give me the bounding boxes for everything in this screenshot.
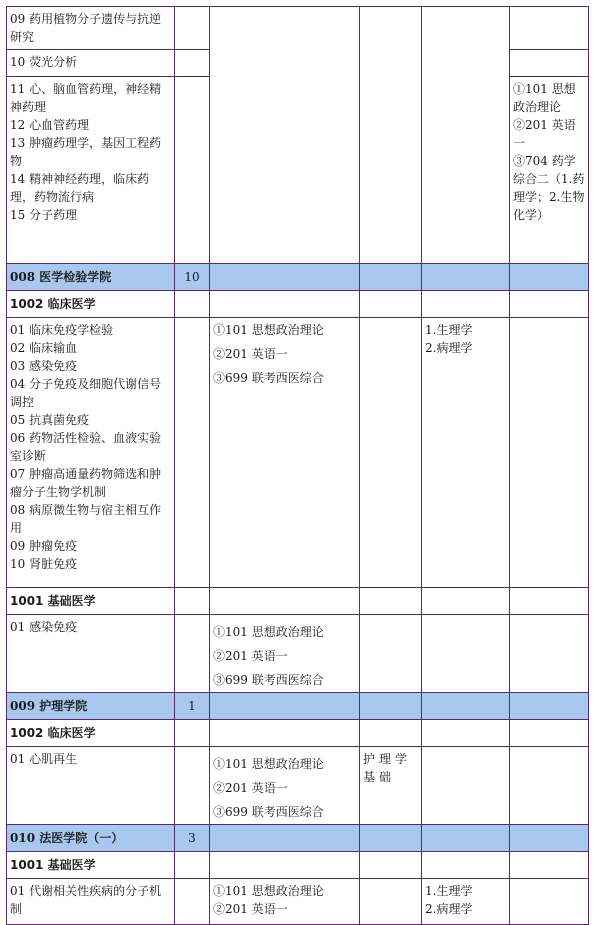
- direction-cell: [7, 77, 175, 264]
- empty-cell: [175, 720, 210, 747]
- direction-text: 01 临床免疫学检验: [10, 323, 114, 337]
- quota-cell: [175, 747, 210, 825]
- major-name: 1002 临床医学: [7, 291, 175, 318]
- direction-text: 03 感染免疫: [10, 359, 78, 373]
- extra-subject: 1.生理学: [425, 884, 473, 898]
- direction-text: 06 药物活性检验、血液实验室诊断: [10, 431, 162, 463]
- remark-cell: [510, 615, 589, 693]
- exam-subject: ③699 联考西医综合: [213, 371, 324, 385]
- extra-cell: [422, 615, 510, 693]
- empty-cell: [422, 720, 510, 747]
- exam-subject: ①101 思想政治理论: [213, 625, 324, 639]
- major-name: 1001 基础医学: [7, 852, 175, 879]
- quota-cell: [175, 879, 210, 925]
- direction-cell: [7, 50, 175, 77]
- retest-subject: 护理学基础: [363, 752, 412, 784]
- empty-cell: [422, 588, 510, 615]
- college-quota: 10: [175, 264, 210, 291]
- exam-subject: ②201 英语一: [213, 781, 288, 795]
- table-row: [7, 615, 589, 693]
- empty-cell: [422, 693, 510, 720]
- retest-cell: [360, 879, 422, 925]
- table-row: [7, 879, 589, 925]
- college-row: [7, 264, 589, 291]
- extra-cell: [422, 7, 510, 264]
- direction-text: 07 肿瘤高通量药物筛选和肿瘤分子生物学机制: [10, 467, 162, 499]
- college-row: [7, 825, 589, 852]
- exam-cell: [510, 77, 589, 264]
- empty-cell: [422, 825, 510, 852]
- college-name: 009 护理学院: [7, 693, 175, 720]
- empty-cell: [422, 852, 510, 879]
- empty-cell: [360, 852, 422, 879]
- major-row: [7, 720, 589, 747]
- exam-cell: [210, 7, 360, 264]
- direction-text: 09 药用植物分子遗传与抗逆研究: [10, 12, 162, 44]
- exam-subject: ③699 联考西医综合: [213, 673, 324, 687]
- exam-subject: ③699 联考西医综合: [213, 805, 324, 819]
- direction-text: 12 心血管药理: [10, 118, 90, 132]
- college-quota: 3: [175, 825, 210, 852]
- empty-cell: [175, 852, 210, 879]
- remark-cell: [510, 879, 589, 925]
- empty-cell: [210, 264, 360, 291]
- empty-cell: [360, 588, 422, 615]
- exam-subject: ②201 英语一: [213, 649, 288, 663]
- empty-cell: [360, 720, 422, 747]
- retest-cell: [360, 615, 422, 693]
- retest-cell: [360, 7, 422, 264]
- remark-cell: [510, 50, 589, 77]
- direction-text: 02 临床输血: [10, 341, 78, 355]
- table-row: [7, 747, 589, 825]
- major-row: [7, 588, 589, 615]
- direction-text: 13 肿瘤药理学，基因工程药物: [10, 136, 162, 168]
- direction-text: 09 肿瘤免疫: [10, 539, 78, 553]
- direction-text: 05 抗真菌免疫: [10, 413, 90, 427]
- admissions-table: [6, 6, 589, 925]
- extra-cell: [422, 318, 510, 588]
- direction-text: 15 分子药理: [10, 208, 78, 222]
- table-row: [7, 7, 589, 50]
- exam-cell: [210, 615, 360, 693]
- exam-subject: ①101 思想政治理论: [513, 82, 576, 114]
- major-name: 1002 临床医学: [7, 720, 175, 747]
- college-quota: 1: [175, 693, 210, 720]
- quota-cell: [175, 615, 210, 693]
- exam-subject: ①101 思想政治理论: [213, 323, 324, 337]
- empty-cell: [360, 291, 422, 318]
- empty-cell: [360, 693, 422, 720]
- empty-cell: [510, 693, 589, 720]
- empty-cell: [360, 825, 422, 852]
- direction-text: 01 代谢相关性疾病的分子机制: [10, 884, 162, 916]
- exam-subject: ②201 英语一: [513, 118, 576, 150]
- remark-cell: [510, 747, 589, 825]
- empty-cell: [175, 588, 210, 615]
- empty-cell: [210, 291, 360, 318]
- direction-text: 04 分子免疫及细胞代谢信号调控: [10, 377, 162, 409]
- empty-cell: [175, 291, 210, 318]
- quota-cell: [175, 7, 210, 50]
- college-name: 008 医学检验学院: [7, 264, 175, 291]
- major-row: [7, 291, 589, 318]
- retest-cell: [360, 318, 422, 588]
- quota-cell: [175, 50, 210, 77]
- direction-cell: [7, 747, 175, 825]
- exam-subject: ③704 药学综合二（1.药理学；2.生物化学）: [513, 154, 585, 222]
- direction-text: 10 荧光分析: [10, 55, 78, 69]
- major-row: [7, 852, 589, 879]
- extra-subject: 1.生理学: [425, 323, 473, 337]
- empty-cell: [510, 825, 589, 852]
- exam-subject: ②201 英语一: [213, 347, 288, 361]
- empty-cell: [210, 588, 360, 615]
- direction-text: 01 感染免疫: [10, 620, 78, 634]
- college-name: 010 法医学院（一）: [7, 825, 175, 852]
- college-row: [7, 693, 589, 720]
- empty-cell: [422, 264, 510, 291]
- exam-subject: ①101 思想政治理论: [213, 757, 324, 771]
- empty-cell: [510, 588, 589, 615]
- direction-text: 01 心肌再生: [10, 752, 78, 766]
- direction-cell: [7, 318, 175, 588]
- extra-cell: [422, 747, 510, 825]
- extra-cell: [422, 879, 510, 925]
- retest-cell: [360, 747, 422, 825]
- empty-cell: [510, 264, 589, 291]
- remark-cell: [510, 7, 589, 50]
- direction-text: 08 病原微生物与宿主相互作用: [10, 503, 162, 535]
- empty-cell: [510, 720, 589, 747]
- exam-cell: [210, 318, 360, 588]
- major-name: 1001 基础医学: [7, 588, 175, 615]
- quota-cell: [175, 318, 210, 588]
- exam-subject: ①101 思想政治理论: [213, 884, 324, 898]
- exam-cell: [210, 879, 360, 925]
- extra-subject: 2.病理学: [425, 902, 473, 916]
- empty-cell: [210, 693, 360, 720]
- direction-cell: [7, 615, 175, 693]
- direction-text: 10 肾脏免疫: [10, 557, 78, 571]
- empty-cell: [510, 852, 589, 879]
- empty-cell: [210, 852, 360, 879]
- empty-cell: [360, 264, 422, 291]
- direction-cell: [7, 7, 175, 50]
- table-row: [7, 318, 589, 588]
- empty-cell: [210, 720, 360, 747]
- exam-subject: ②201 英语一: [213, 902, 288, 916]
- direction-cell: [7, 879, 175, 925]
- quota-cell: [175, 77, 210, 264]
- empty-cell: [210, 825, 360, 852]
- direction-text: 14 精神神经药理，临床药理，药物流行病: [10, 172, 150, 204]
- exam-cell: [210, 747, 360, 825]
- empty-cell: [510, 291, 589, 318]
- empty-cell: [422, 291, 510, 318]
- direction-text: 11 心、脑血管药理，神经精神药理: [10, 82, 162, 114]
- extra-subject: 2.病理学: [425, 341, 473, 355]
- remark-cell: [510, 318, 589, 588]
